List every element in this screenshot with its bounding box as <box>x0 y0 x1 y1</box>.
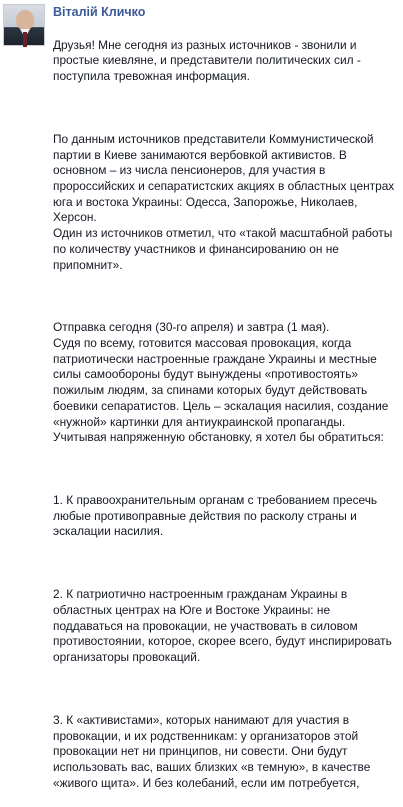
paragraph-gap <box>53 289 401 305</box>
post-paragraph-2: По данным источников представители Коммунистической партии в Киеве занимаются вербовкой активистов. В основном – из числа пенсионеров, для участия в пророссийских и сепаратистских акциях в областных центрах юга и востока Украины: Одесса, Запорожье, Николаев, Херсон. Один из источников отметил, что «такой масштабной работы по количеству участников и финансированию он не припомнит». <box>53 131 395 272</box>
avatar[interactable] <box>3 4 45 46</box>
avatar-tie <box>23 32 27 47</box>
avatar-face <box>16 10 34 30</box>
paragraph-gap <box>53 681 401 697</box>
post-paragraph-1: Друзья! Мне сегодня из разных источников - звонили и простые киевляне, и представители политических сил - поступила тревожная информация. <box>53 37 361 84</box>
post-paragraph-3: Отправка сегодня (30-го апреля) и завтра (1 мая). Судя по всему, готовится массовая провокация, когда патриотически настроенные граждане Украины и местные силы самообороны будут вынуждены «противостоять» пожилым людям, за спинами которых будут действовать боевики сепаратистов. Цель – эскалация насилия, создание «нужной» картинки для антиукраинской пропаганды. Учитывая напряженную обстановку, я хотел бы обратиться: <box>53 320 389 445</box>
post-paragraph-5: 2. К патриотично настроенным гражданам Украины в областных центрах на Юге и Востоке Украины: не поддаваться на провокации, не участвовать в силовом противостоянии, которое, скорее всего, будут инспирировать организаторы провокаций. <box>53 587 392 665</box>
post-body <box>53 22 401 807</box>
post-paragraph-6: 3. К «активистами», которых нанимают для участия в провокации, и их родственникам: у организаторов этой провокации нет ни принципов, ни совести. Они будут использовать вас, ваших близких «в темную», в качестве «живого щита». И без колебаний, если им потребуется, <box>53 712 371 790</box>
paragraph-gap <box>53 556 401 572</box>
post-paragraph-4: 1. К правоохранительным органам с требованием пресечь любые противоправные действия по расколу страны и эскалации насилия. <box>53 493 378 539</box>
paragraph-gap <box>53 101 401 117</box>
paragraph-gap <box>53 462 401 478</box>
author-name-link[interactable]: Віталій Кличко <box>53 5 146 19</box>
